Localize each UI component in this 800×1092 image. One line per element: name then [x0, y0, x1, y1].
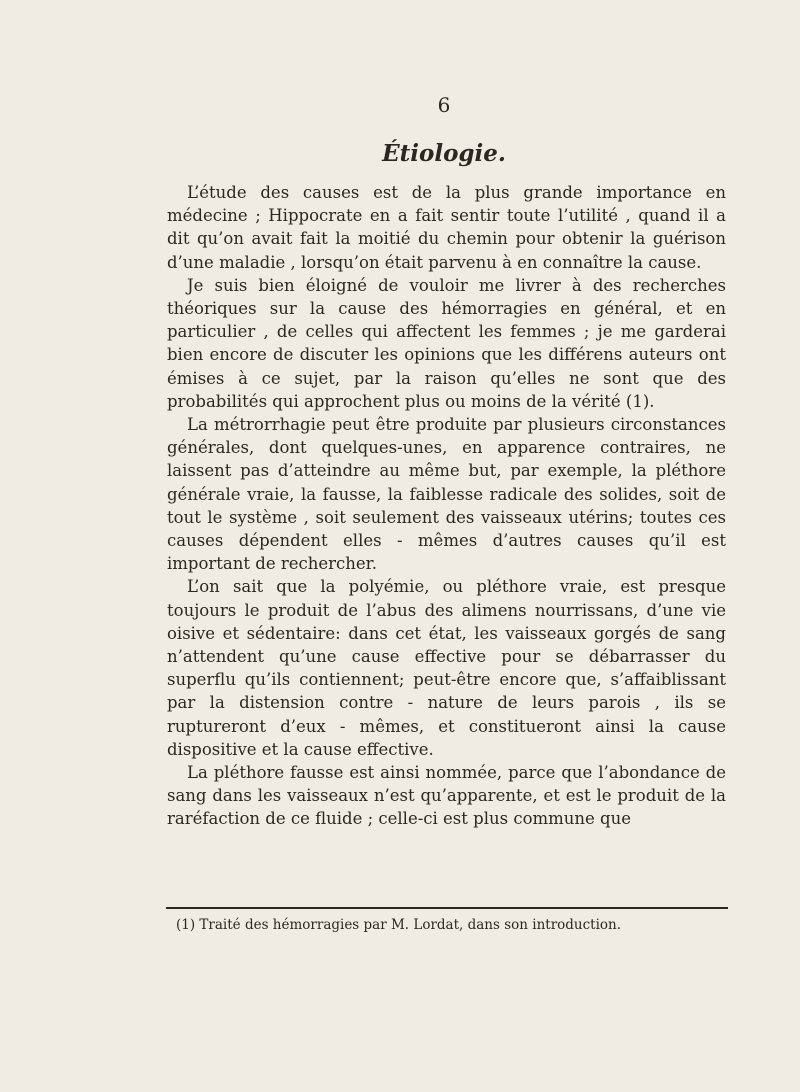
footnote-rule	[166, 907, 728, 909]
page-number: 6	[437, 93, 451, 117]
paragraph: L’on sait que la polyémie, ou pléthore vraie, est presque toujours le produit de l’abus des alimens nourrissans, d’une vie oisive et sédentaire: dans cet état, les vaisseaux gorgés de sang n’attendent qu’une cause effective pour se débarrasser du superflu qu’ils contiennent; peut-être encore que, s’affaiblissant par la distension contre - nature de leurs parois , ils se rupturеront d’eux - mêmes, et constitueront ainsi la cause dispositive et la cause effective.	[167, 577, 726, 759]
paragraph: Je suis bien éloigné de vouloir me livrer à des recherches théoriques sur la cause des hémorragies en général, et en particulier , de celles qui affectent les femmes ; je me garderai bien encore de discuter les opinions que les différens auteurs ont émises à ce sujet, par la raison qu’elles ne sont que des probabilités qui approchent plus ou moins de la vérité (1).	[167, 275, 726, 411]
paragraph: L’étude des causes est de la plus grande importance en médecine ; Hippocrate en a fait sentir toute l’utilité , quand il a dit qu’on avait fait la moitié du chemin pour obtenir la guérison d’une maladie , lorsqu’on était parvenu à en connaître la cause.	[167, 183, 726, 272]
paragraph: La pléthore fausse est ainsi nommée, parce que l’abondance de sang dans les vaisseaux n’est qu’apparente, et est le produit de la raréfaction de ce fluide ; celle-ci est plus commune que	[167, 763, 726, 829]
footnote: (1) Traité des hémorragies par M. Lordat, dans son introduction.	[176, 917, 622, 933]
paragraph: La métrorrhagie peut être produite par plusieurs circonstances générales, dont quelques-unes, en apparence contraires, ne laissent pas d’atteindre au même but, par exemple, la pléthore générale vraie, la fausse, la faiblesse radicale des solides, soit de tout le système , soit seulement des vaisseaux utérins; toutes ces causes dépendent elles - mêmes d’autres causes qu’il est important de rechercher.	[167, 415, 726, 574]
body-text	[167, 181, 726, 831]
section-title: Étiologie.	[382, 140, 506, 167]
